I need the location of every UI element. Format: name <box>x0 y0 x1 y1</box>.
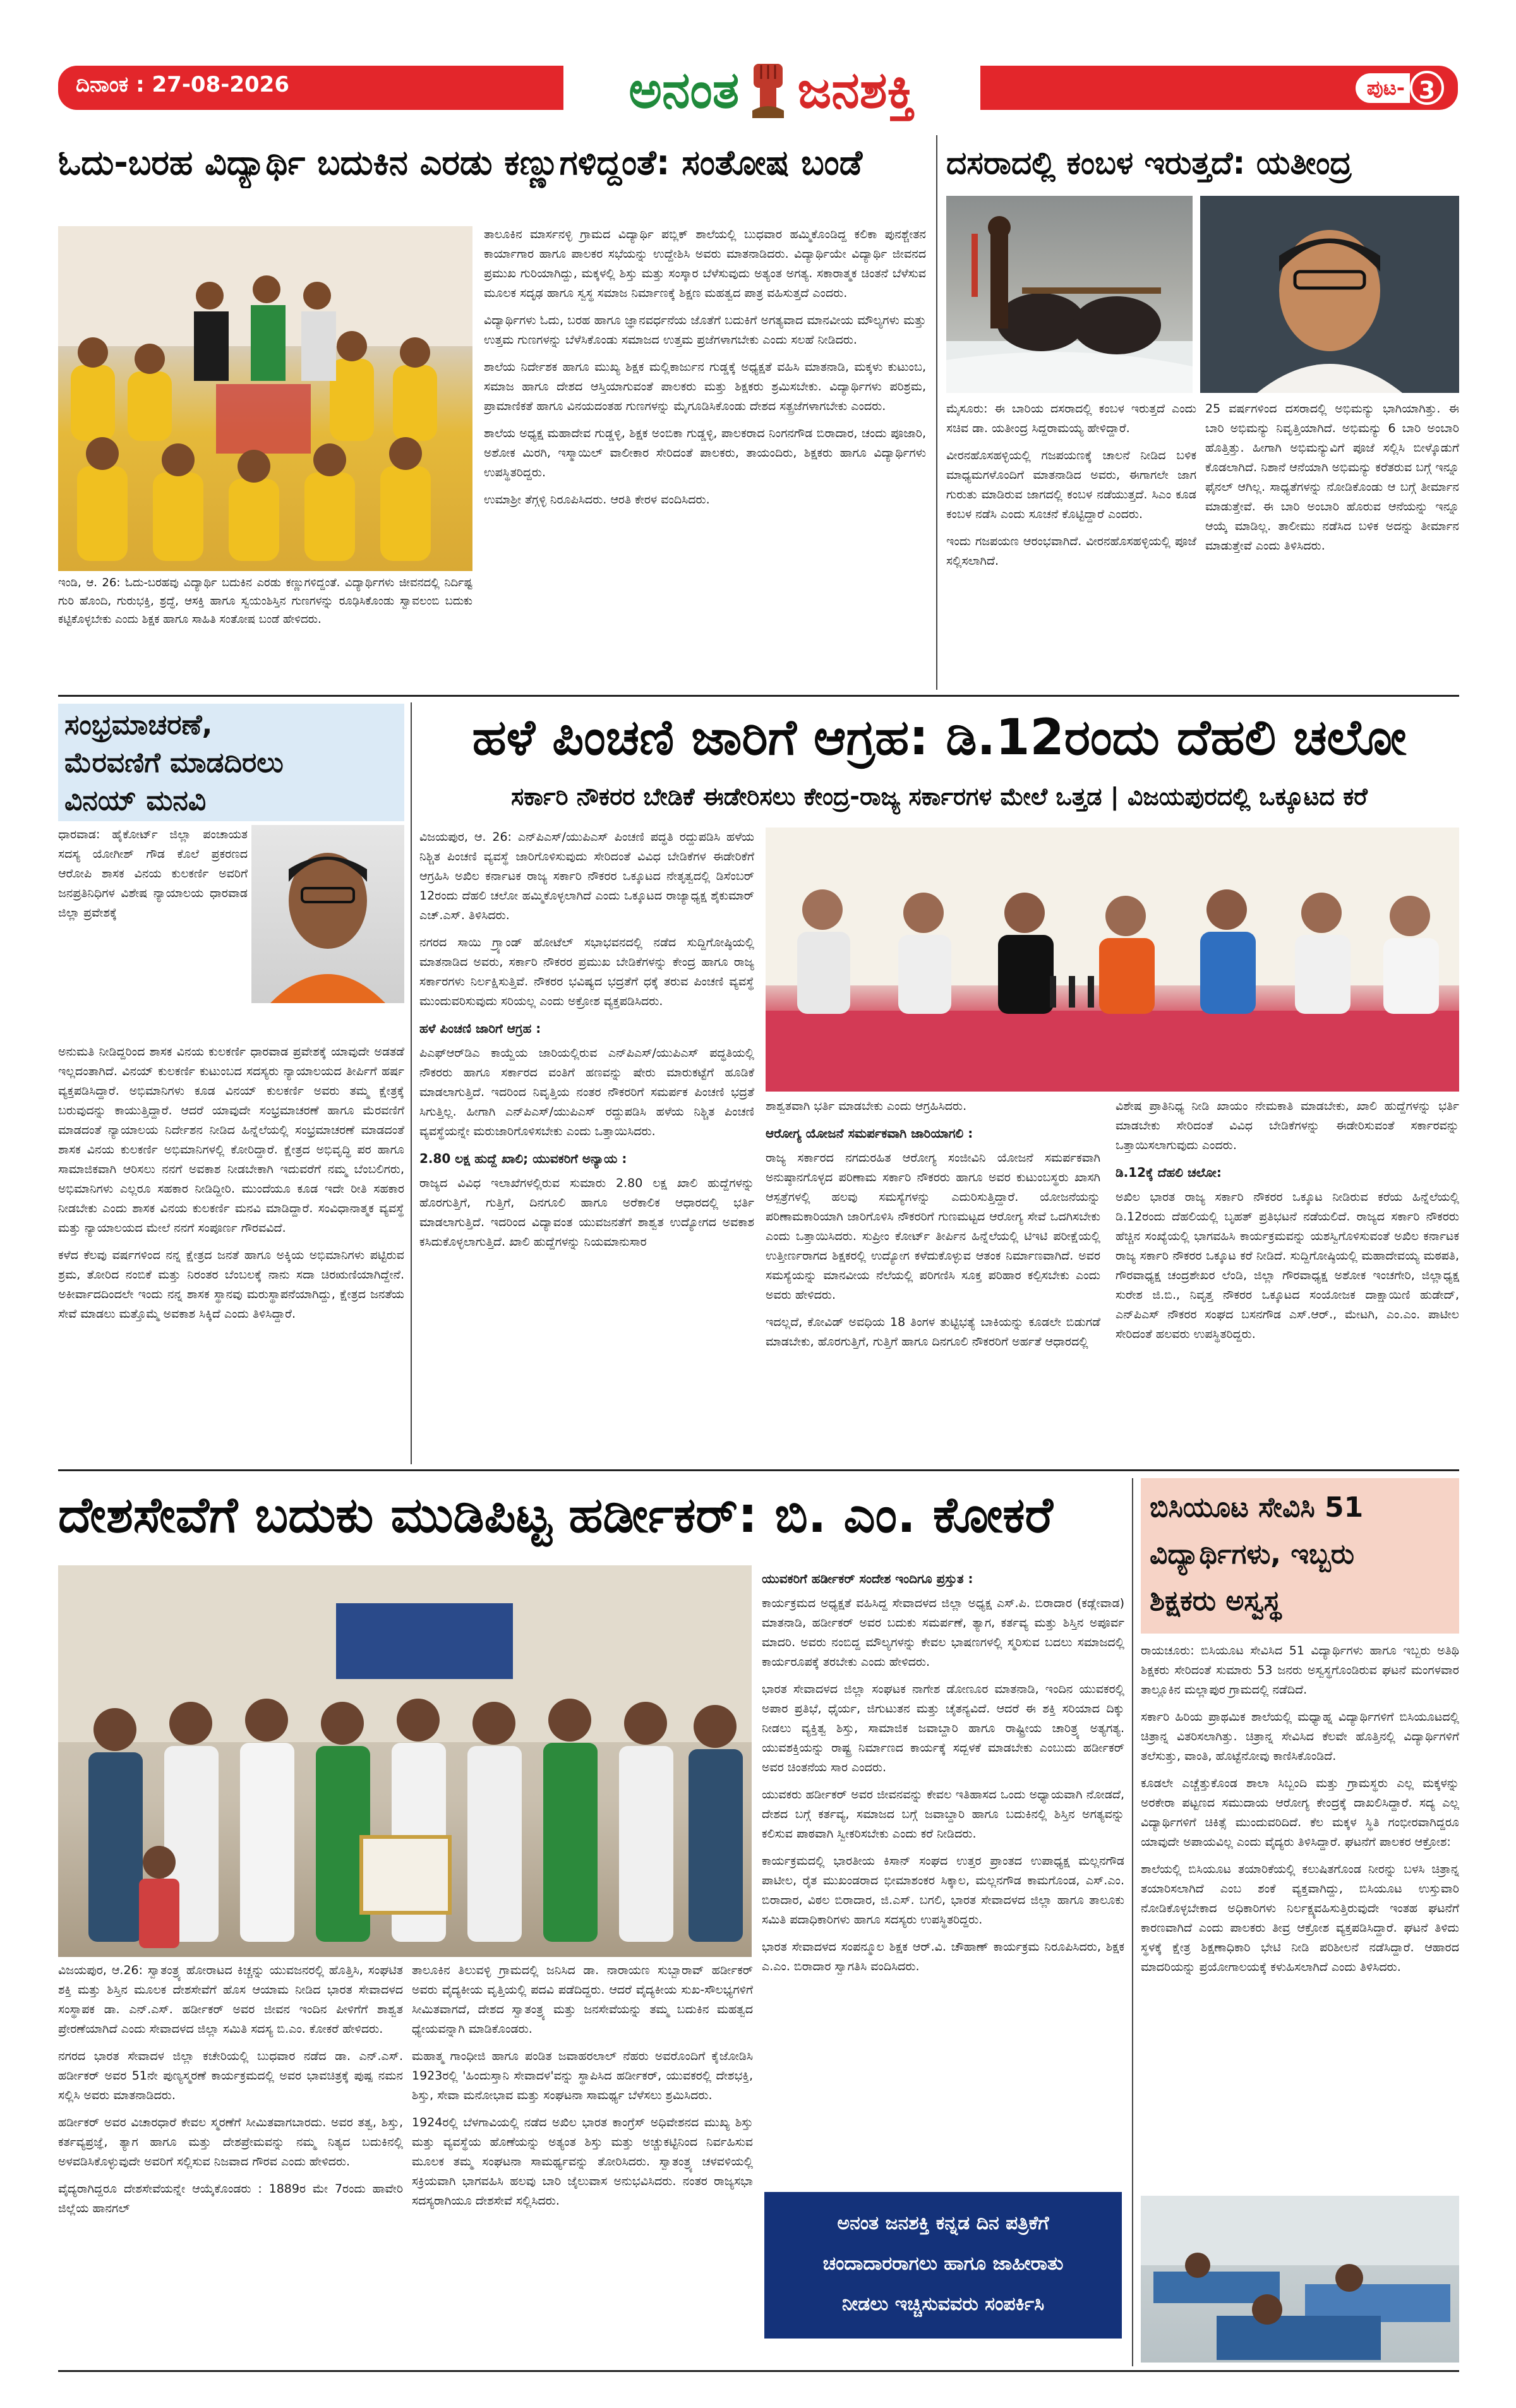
article1-paragraph: ಶಾಲೆಯ ನಿರ್ದೇಶಕ ಹಾಗೂ ಮುಖ್ಯ ಶಿಕ್ಷಕ ಮಲ್ಲಿಕಾರ್ಜುನ ಗುಡ್ಡಕ್ಕೆ ಅಧ್ಯಕ್ಷತೆ ವಹಿಸಿ ಮಾತನಾಡಿ, ಮಕ್ಕಳು ಕುಟುಂಬ, ಸಮಾಜ ಹಾಗೂ ದೇಶದ ಆಸ್ತಿಯಾಗುವಂತೆ ಪಾಲಕರು ಮತ್ತು ಶಿಕ್ಷಕರು ಶ್ರಮಿಸಬೇಕು. ವಿದ್ಯಾರ್ಥಿಗಳು ಪರಿಶ್ರಮ, ಪ್ರಾಮಾಣಿಕತೆ ಹಾಗೂ ವಿನಯದಂತಹ ಗುಣಗಳನ್ನು ಮೈಗೂಡಿಸಿಕೊಂಡು ದೇಶದ ಸತ್ಪ್ರಜೆಗಳಾಗಬೇಕು ಎಂದರು. <box>484 360 926 413</box>
paper-name-part2: ಜನಶಕ್ತಿ <box>797 61 915 119</box>
article1-photo <box>58 226 472 571</box>
article4-subheadline: ಸರ್ಕಾರಿ ನೌಕರರ ಬೇಡಿಕೆ ಈಡೇರಿಸಲು ಕೇಂದ್ರ-ರಾಜ್ಯ ಸರ್ಕಾರಗಳ ಮೇಲೆ ಒತ್ತಡ | ವಿಜಯಪುರದಲ್ಲಿ ಒಕ್ಕೂಟದ ಕರೆ <box>511 783 1368 810</box>
article6-paragraph: ಕೂಡಲೇ ಎಚ್ಚೆತ್ತುಕೊಂಡ ಶಾಲಾ ಸಿಬ್ಬಂದಿ ಮತ್ತು ಗ್ರಾಮಸ್ಥರು ಎಲ್ಲ ಮಕ್ಕಳನ್ನು ಅರಕೇರಾ ಪಟ್ಟಣದ ಸಮುದಾಯ ಆರೋಗ್ಯ ಕೇಂದ್ರಕ್ಕೆ ದಾಖಲಿಸಿದ್ದಾರೆ. ಸದ್ಯ ಎಲ್ಲ ವಿದ್ಯಾರ್ಥಿಗಳಿಗೆ ಚಿಕಿತ್ಸೆ ಮುಂದುವರಿದಿದೆ. ಕೆಲ ಮಕ್ಕಳ ಸ್ಥಿತಿ ಗಂಭೀರವಾಗಿದ್ದರೂ ಯಾವುದೇ ಅಪಾಯವಿಲ್ಲ ಎಂದು ವೈದ್ಯರು ತಿಳಿಸಿದ್ದಾರೆ. ಘಟನೆಗೆ ಪಾಲಕರ ಆಕ್ರೋಶ: <box>1141 1776 1459 1849</box>
article4-paragraph: ಶಾಶ್ವತವಾಗಿ ಭರ್ತಿ ಮಾಡಬೇಕು ಎಂದು ಆಗ್ರಹಿಸಿದರು. <box>766 1099 967 1113</box>
article2-paragraph: ಮೈಸೂರು: ಈ ಬಾರಿಯ ದಸರಾದಲ್ಲಿ ಕಂಬಳ ಇರುತ್ತದೆ ಎಂದು ಸಚಿವ ಡಾ. ಯತೀಂದ್ರ ಸಿದ್ದರಾಮಯ್ಯ ಹೇಳಿದ್ದಾರೆ. <box>946 402 1196 435</box>
masthead <box>58 57 1458 126</box>
article6-photo <box>1141 2196 1459 2363</box>
article1-paragraph: ಶಾಲೆಯ ಅಧ್ಯಕ್ಷ ಮಹಾದೇವ ಗುಡ್ಡಳ್ಳಿ, ಶಿಕ್ಷಕ ಅಂಬಿಕಾ ಗುಡ್ಡಳ್ಳಿ, ಪಾಲಕರಾದ ನಿಂಗನಗೌಡ ಬಿರಾದಾರ, ಚಂದು ಪೂಜಾರಿ, ಅಶೋಕ ಮಿರಗಿ, ಇಸ್ಮಾಯಿಲ್ ವಾಲೀಕಾರ ಸೇರಿದಂತೆ ಪಾಲಕರು, ತಾಯಂದಿರು, ಶಿಕ್ಷಕರು ಹಾಗೂ ವಿದ್ಯಾರ್ಥಿಗಳು ಉಪಸ್ಥಿತರಿದ್ದರು. <box>484 426 926 479</box>
ad-line: ಚಂದಾದಾರರಾಗಲು ಹಾಗೂ ಜಾಹೀರಾತು <box>822 2253 1064 2275</box>
article4-paragraph: ರಾಜ್ಯದ ವಿವಿಧ ಇಲಾಖೆಗಳಲ್ಲಿರುವ ಸುಮಾರು 2.80 ಲಕ್ಷ ಖಾಲಿ ಹುದ್ದೆಗಳನ್ನು ಹೊರಗುತ್ತಿಗೆ, ಗುತ್ತಿಗೆ, ದಿನಗೂಲಿ ಹಾಗೂ ಅರೆಕಾಲಿಕ ಆಧಾರದಲ್ಲಿ ಭರ್ತಿ ಮಾಡಲಾಗುತ್ತಿದೆ. ಇದರಿಂದ ವಿದ್ಯಾವಂತ ಯುವಜನತೆಗೆ ಶಾಶ್ವತ ಉದ್ಯೋಗದ ಅವಕಾಶ ಕಸಿದುಕೊಳ್ಳಲಾಗುತ್ತಿದೆ. ಖಾಲಿ ಹುದ್ದೆಗಳನ್ನು ನಿಯಮಾನುಸಾರ <box>419 1176 754 1249</box>
ad-line: ನೀಡಲು ಇಚ್ಚಿಸುವವರು ಸಂಪರ್ಕಿಸಿ <box>841 2293 1045 2315</box>
article5-paragraph: ಮಹಾತ್ಮ ಗಾಂಧೀಜಿ ಹಾಗೂ ಪಂಡಿತ ಜವಾಹರಲಾಲ್ ನೆಹರು ಅವರೊಂದಿಗೆ ಕೈಜೋಡಿಸಿ 1923ರಲ್ಲಿ 'ಹಿಂದುಸ್ತಾನಿ ಸೇವಾದಳ'ವನ್ನು ಸ್ಥಾಪಿಸಿದ ಹರ್ಡೀಕರ್, ಯುವಕರಲ್ಲಿ ದೇಶಭಕ್ತಿ, ಶಿಸ್ತು, ಸೇವಾ ಮನೋಭಾವ ಮತ್ತು ಸಂಘಟನಾ ಸಾಮರ್ಥ್ಯ ಬೆಳೆಸಲು ಶ್ರಮಿಸಿದರು. <box>412 2049 753 2102</box>
article6-paragraph: ಸರ್ಕಾರಿ ಹಿರಿಯ ಪ್ರಾಥಮಿಕ ಶಾಲೆಯಲ್ಲಿ ಮಧ್ಯಾಹ್ನ ವಿದ್ಯಾರ್ಥಿಗಳಿಗೆ ಬಿಸಿಯೂಟದಲ್ಲಿ ಚಿತ್ರಾನ್ನ ವಿತರಿಸಲಾಗಿತ್ತು. ಚಿತ್ರಾನ್ನ ಸೇವಿಸಿದ ಕೆಲವೇ ಹೊತ್ತಿನಲ್ಲಿ ವಿದ್ಯಾರ್ಥಿಗಳಿಗೆ ತಲೆಸುತ್ತು, ವಾಂತಿ, ಹೊಟ್ಟೆನೋವು ಕಾಣಿಸಿಕೊಂಡಿದೆ. <box>1141 1710 1459 1763</box>
masthead-date: ದಿನಾಂಕ : 27-08-2026 <box>76 72 289 97</box>
subscription-ad-box <box>764 2192 1122 2339</box>
article5-paragraph: ಭಾರತ ಸೇವಾದಳದ ಸಂಪನ್ಮೂಲ ಶಿಕ್ಷಕ ಆರ್.ವಿ. ಚೌಹಾಣ್ ಕಾರ್ಯಕ್ರಮ ನಿರೂಪಿಸಿದರು, ಶಿಕ್ಷಕ ಎ.ಎಂ. ಬಿರಾದಾರ ಸ್ವಾಗತಿಸಿ ವಂದಿಸಿದರು. <box>762 1940 1124 1973</box>
article4-subhead: ಡಿ.12ಕ್ಕೆ ದೆಹಲಿ ಚಲೋ: <box>1116 1165 1222 1180</box>
article5-paragraph: ಹರ್ಡೀಕರ್ ಅವರ ವಿಚಾರಧಾರೆ ಕೇವಲ ಸ್ಮರಣೆಗೆ ಸೀಮಿತವಾಗಬಾರದು. ಅವರ ತತ್ವ, ಶಿಸ್ತು, ಕರ್ತವ್ಯಪ್ರಜ್ಞೆ, ತ್ಯಾಗ ಹಾಗೂ ಮತ್ತು ದೇಶಪ್ರೇಮವನ್ನು ನಮ್ಮ ನಿತ್ಯದ ಬದುಕಿನಲ್ಲಿ ಅಳವಡಿಸಿಕೊಳ್ಳುವುದೇ ಅವರಿಗೆ ಸಲ್ಲಿಸುವ ನಿಜವಾದ ಗೌರವ ಎಂದು ಹೇಳಿದರು. <box>58 2116 403 2169</box>
masthead-logo <box>563 57 980 124</box>
article4-subhead: 2.80 ಲಕ್ಷ ಹುದ್ದೆ ಖಾಲಿ; ಯುವಕರಿಗೆ ಅನ್ಯಾಯ : <box>419 1151 627 1166</box>
article3-headline-box <box>58 704 404 821</box>
article2-body-right <box>1205 399 1459 690</box>
article5-col2 <box>412 1961 753 2378</box>
ad-line: ಅನಂತ ಜನಶಕ್ತಿ ಕನ್ನಡ ದಿನ ಪತ್ರಿಕೆಗೆ <box>837 2212 1049 2234</box>
article3-photo <box>251 825 404 1003</box>
article3-headline-line: ಮೆರವಣಿಗೆ ಮಾಡದಿರಲು <box>64 747 284 779</box>
article4-subhead: ಆರೋಗ್ಯ ಯೋಜನೆ ಸಮರ್ಪಕವಾಗಿ ಜಾರಿಯಾಗಲಿ : <box>766 1126 973 1141</box>
article1-body <box>484 225 926 690</box>
yatheendra-portrait-illustration <box>1200 196 1459 393</box>
article5-col1 <box>58 1961 403 2378</box>
article6-headline-line: ಶಿಕ್ಷಕರು ಅಸ್ವಸ್ಥ <box>1150 1585 1282 1617</box>
article2-paragraph: 25 ವರ್ಷಗಳಿಂದ ದಸರಾದಲ್ಲಿ ಅಭಿಮನ್ಯು ಭಾಗಿಯಾಗಿತ್ತು. ಈ ಬಾರಿ ಅಭಿಮನ್ಯು ನಿವೃತ್ತಿಯಾಗಿದೆ. ಅಭಿಮನ್ಯು 6 ಬಾರಿ ಅಂಬಾರಿ ಹೊತ್ತಿತ್ತು. ಹೀಗಾಗಿ ಅಭಿಮನ್ಯುವಿಗೆ ಪೂಜೆ ಸಲ್ಲಿಸಿ ಬೀಳ್ಕೊಡುಗೆ ಕೊಡಲಾಗಿದೆ. ನಿಶಾನೆ ಆನೆಯಾಗಿ ಅಭಿಮನ್ಯು ಕರೆತರುವ ಬಗ್ಗೆ ಇನ್ನೂ ಫೈನಲ್ ಆಗಿಲ್ಲ. ಸಾಧ್ಯತೆಗಳನ್ನು ನೋಡಿಕೊಂಡು ಆ ಬಗ್ಗೆ ತೀರ್ಮಾನ ಮಾಡುತ್ತೇವೆ. ಈ ಬಾರಿ ಅಂಬಾರಿ ಹೊರುವ ಆನೆಯನ್ನು ಇನ್ನೂ ಆಯ್ಕೆ ಮಾಡಿಲ್ಲ. ತಾಲೀಮು ನಡೆಸಿದ ಬಳಿಕ ಅದನ್ನು ತೀರ್ಮಾನ ಮಾಡುತ್ತೇವೆ ಎಂದು ತಿಳಿಸಿದರು. <box>1205 402 1459 553</box>
article2-photo-kambala <box>946 196 1193 393</box>
raised-fist-icon <box>746 60 790 121</box>
article6-paragraph: ರಾಯಚೂರು: ಬಿಸಿಯೂಟ ಸೇವಿಸಿದ 51 ವಿದ್ಯಾರ್ಥಿಗಳು ಹಾಗೂ ಇಬ್ಬರು ಅತಿಥಿ ಶಿಕ್ಷಕರು ಸೇರಿದಂತೆ ಸುಮಾರು 53 ಜನರು ಅಸ್ವಸ್ಥಗೊಂಡಿರುವ ಘಟನೆ ಮಂಗಳವಾರ ತಾಲ್ಲೂಕಿನ ಮಲ್ಲಾಪುರ ಗ್ರಾಮದಲ್ಲಿ ನಡೆದಿದೆ. <box>1141 1644 1459 1697</box>
article5-paragraph: 1924ರಲ್ಲಿ ಬೆಳಗಾವಿಯಲ್ಲಿ ನಡೆದ ಅಖಿಲ ಭಾರತ ಕಾಂಗ್ರೆಸ್ ಅಧಿವೇಶನದ ಮುಖ್ಯ ಶಿಸ್ತು ಮತ್ತು ವ್ಯವಸ್ಥೆಯ ಹೊಣೆಯನ್ನು ಅತ್ಯಂತ ಶಿಸ್ತು ಮತ್ತು ಅಚ್ಚುಕಟ್ಟಿನಿಂದ ನಿರ್ವಹಿಸುವ ಮೂಲಕ ತಮ್ಮ ಸಂಘಟನಾ ಸಾಮರ್ಥ್ಯವನ್ನು ತೋರಿಸಿದರು. ಸ್ವಾತಂತ್ರ್ಯ ಚಳವಳಿಯಲ್ಲಿ ಸಕ್ರಿಯವಾಗಿ ಭಾಗವಹಿಸಿ ಹಲವು ಬಾರಿ ಜೈಲುವಾಸ ಅನುಭವಿಸಿದರು. ನಂತರ ರಾಜ್ಯಸಭಾ ಸದಸ್ಯರಾಗಿಯೂ ದೇಶಸೇವೆ ಸಲ್ಲಿಸಿದರು. <box>412 2116 753 2208</box>
page-number-badge: 3 <box>1410 71 1444 105</box>
article4-col3 <box>1116 1097 1459 1463</box>
article5-subhead: ಯುವಕರಿಗೆ ಹರ್ಡೀಕರ್ ಸಂದೇಶ ಇಂದಿಗೂ ಪ್ರಸ್ತುತ : <box>762 1571 973 1586</box>
article1-headline: ಓದು-ಬರಹ ವಿದ್ಯಾರ್ಥಿ ಬದುಕಿನ ಎರಡು ಕಣ್ಣುಗಳಿದ್ದಂತೆ: ಸಂತೋಷ ಬಂಡೆ <box>58 143 863 183</box>
article4-col2 <box>766 1097 1100 1463</box>
article5-paragraph: ಕಾರ್ಯಕ್ರಮದ ಅಧ್ಯಕ್ಷತೆ ವಹಿಸಿದ್ದ ಸೇವಾದಳದ ಜಿಲ್ಲಾ ಅಧ್ಯಕ್ಷ ಎಸ್.ಪಿ. ಬಿರಾದಾರ (ಕಡ್ಲೇವಾಡ) ಮಾತನಾಡಿ, ಹರ್ಡೀಕರ್ ಅವರ ಬದುಕು ಸಮರ್ಪಣೆ, ತ್ಯಾಗ, ಕರ್ತವ್ಯ ಮತ್ತು ಶಿಸ್ತಿನ ಅಪೂರ್ವ ಮಾದರಿ. ಅವರು ನಂಬಿದ್ದ ಮೌಲ್ಯಗಳನ್ನು ಕೇವಲ ಭಾಷಣಗಳಲ್ಲಿ ಸ್ಮರಿಸುವ ಬದಲು ಸಮಾಜದಲ್ಲಿ ಕಾರ್ಯರೂಪಕ್ಕೆ ತರಬೇಕು ಎಂದು ಹೇಳಿದರು. <box>762 1596 1124 1669</box>
article4-paragraph: ಅಖಿಲ ಭಾರತ ರಾಜ್ಯ ಸರ್ಕಾರಿ ನೌಕರರ ಒಕ್ಕೂಟ ನೀಡಿರುವ ಕರೆಯ ಹಿನ್ನೆಲೆಯಲ್ಲಿ ಡಿ.12ರಂದು ದೆಹಲಿಯಲ್ಲಿ ಬೃಹತ್ ಪ್ರತಿಭಟನೆ ನಡೆಯಲಿದೆ. ರಾಜ್ಯದ ಸರ್ಕಾರಿ ನೌಕರರು ಹೆಚ್ಚಿನ ಸಂಖ್ಯೆಯಲ್ಲಿ ಭಾಗವಹಿಸಿ ಕಾರ್ಯಕ್ರಮವನ್ನು ಯಶಸ್ವಿಗೊಳಿಸುವಂತೆ ಅಖಿಲ ಕರ್ನಾಟಕ ರಾಜ್ಯ ಸರ್ಕಾರಿ ನೌಕರರ ಒಕ್ಕೂಟ ಕರೆ ನೀಡಿದೆ. ಸುದ್ದಿಗೋಷ್ಠಿಯಲ್ಲಿ ಮಹಾದೇವಯ್ಯ ಮಠಪತಿ, ಗೌರವಾಧ್ಯಕ್ಷ ಚಂದ್ರಶೇಖರ ಲೆಂಡಿ, ಜಿಲ್ಲಾ ಗೌರವಾಧ್ಯಕ್ಷ ಅಶೋಕ ಇಂಚಗೇರಿ, ಜಿಲ್ಲಾಧ್ಯಕ್ಷ ಸುರೇಶ ಜಿ.ಬಿ., ನಿವೃತ್ತ ನೌಕರರ ಒಕ್ಕೂಟದ ಸಂಯೋಜಕ ದಾಕ್ಷಾಯಿಣಿ ಹುಡೇದ್, ಎನ್‌ಪಿಎಸ್ ನೌಕರರ ಸಂಘದ ಬಸನಗೌಡ ಎಸ್.ಆರ್., ಮೇಟಗಿ, ಎಂ.ಎಂ. ಪಾಟೀಲ ಸೇರಿದಂತೆ ಹಲವರು ಉಪಸ್ಥಿತರಿದ್ದರು. <box>1116 1190 1459 1341</box>
article3-paragraph: ಅನುಮತಿ ನೀಡಿದ್ದರಿಂದ ಶಾಸಕ ವಿನಯ ಕುಲಕರ್ಣಿ ಧಾರವಾಡ ಪ್ರವೇಶಕ್ಕೆ ಯಾವುದೇ ಅಡತಡೆ ಇಲ್ಲದಂತಾಗಿದೆ. ವಿನಯ್ ಕುಲಕರ್ಣಿ ಕುಟುಂಬದ ಸದಸ್ಯರು ನ್ಯಾಯಾಲಯದ ತೀರ್ಪಿಗೆ ಹರ್ಷ ವ್ಯಕ್ತಪಡಿಸಿದ್ದಾರೆ. ಅಭಿಮಾನಿಗಳು ಕೂಡ ವಿನಯ್ ಕುಲಕರ್ಣಿ ಅವರು ತಮ್ಮ ಕ್ಷೇತ್ರಕ್ಕೆ ಬರುವುದನ್ನು ಕಾಯುತ್ತಿದ್ದಾರೆ. ಆದರೆ ಯಾವುದೇ ಸಂಭ್ರಮಾಚರಣೆ ಹಾಗೂ ಮೆರವಣಿಗೆ ಮಾಡದಂತೆ ನ್ಯಾಯಾಲಯ ನಿರ್ದೇಶನ ನೀಡಿದ ಹಿನ್ನೆಲೆಯಲ್ಲಿ ಸಂಭ್ರಮಾಚರಣೆ ಮಾಡದಂತೆ ಶಾಸಕ ವಿನಯ ಕುಲಕರ್ಣಿ ಅಭಿಮಾನಿಗಳಲ್ಲಿ ಕೋರಿದ್ದಾರೆ. ಕ್ಷೇತ್ರದ ಅಭಿವೃದ್ಧಿ ಪರ ಹಾಗೂ ಸಾಮಾಜಿಕವಾಗಿ ಆರಿಸಲು ನನಗೆ ಅವಕಾಶ ನೀಡಬೇಕಾಗಿ ಇದುವರೆಗೆ ನಮ್ಮ ಬೆಂಬಲಿಗರು, ಅಭಿಮಾನಿಗಳು ಎಲ್ಲರೂ ಸಹಕಾರ ನೀಡಿದ್ದೀರಿ. ಮುಂದೆಯೂ ಕೂಡ ಇದೇ ರೀತಿ ಸಹಕಾರ ನೀಡಬೇಕು ಎಂದು ಶಾಸಕ ವಿನಯ ಕುಲಕರ್ಣಿ ಮನವಿ ಮಾಡಿದ್ದಾರೆ. ಸಂವಿಧಾನಾತ್ಮಕ ವ್ಯವಸ್ಥೆ ಮತ್ತು ನ್ಯಾಯಾಲಯದ ಮೇಲೆ ನನಗೆ ಸಂಪೂರ್ಣ ಗೌರವವಿದೆ. <box>58 1045 404 1235</box>
article4-headline: ಹಳೆ ಪಿಂಚಣಿ ಜಾರಿಗೆ ಆಗ್ರಹ: ಡಿ.12ರಂದು ದೆಹಲಿ ಚಲೋ <box>472 709 1407 766</box>
masthead-page-label: ಪುಟ- 3 <box>1356 71 1444 106</box>
column-divider <box>411 702 412 1464</box>
tribute-gathering-illustration <box>58 1565 752 1957</box>
article4-paragraph: ಪಿಎಫ್‌ಆರ್‌ಡಿಎ ಕಾಯ್ದೆಯ ಜಾರಿಯಲ್ಲಿರುವ ಎನ್‌ಪಿಎಸ್/ಯುಪಿಎಸ್ ಪದ್ಧತಿಯಲ್ಲಿ ನೌಕರರು ಹಾಗೂ ಸರ್ಕಾರದ ವಂತಿಗೆ ಹಣವನ್ನು ಷೇರು ಮಾರುಕಟ್ಟೆಗೆ ಹೂಡಿಕೆ ಮಾಡಲಾಗುತ್ತಿದೆ. ಇದರಿಂದ ನಿವೃತ್ತಿಯ ನಂತರ ನೌಕರರಿಗೆ ಸಮರ್ಪಕ ಪಿಂಚಣಿ ಭದ್ರತೆ ಸಿಗುತ್ತಿಲ್ಲ. ಹೀಗಾಗಿ ಎನ್‌ಪಿಎಸ್/ಯುಪಿಎಸ್ ರದ್ದುಪಡಿಸಿ ಹಳೆಯ ನಿಶ್ಚಿತ ಪಿಂಚಣಿ ವ್ಯವಸ್ಥೆಯನ್ನೇ ಮರುಜಾರಿಗೊಳಿಸಬೇಕು ಎಂದು ಒತ್ತಾಯಿಸಿದರು. <box>419 1046 754 1138</box>
column-divider <box>1132 1478 1133 2366</box>
article2-paragraph: ಇಂದು ಗಜಪಯಣ ಆರಂಭವಾಗಿದೆ. ವೀರನಹೊಸಹಳ್ಳಿಯಲ್ಲಿ ಪೂಜೆ ಸಲ್ಲಿಸಲಾಗಿದೆ. <box>946 534 1196 568</box>
hospital-ward-illustration <box>1141 2196 1459 2363</box>
article4-paragraph: ಇದಲ್ಲದೆ, ಕೋವಿಡ್ ಅವಧಿಯ 18 ತಿಂಗಳ ತುಟ್ಟಿಭತ್ಯೆ ಬಾಕಿಯನ್ನು ಕೂಡಲೇ ಬಿಡುಗಡೆ ಮಾಡಬೇಕು, ಹೊರಗುತ್ತಿಗೆ, ಗುತ್ತಿಗೆ ಹಾಗೂ ದಿನಗೂಲಿ ನೌಕರರಿಗೆ ಅರ್ಹತೆ ಆಧಾರದಲ್ಲಿ <box>766 1315 1100 1349</box>
article5-paragraph: ಕಾರ್ಯಕ್ರಮದಲ್ಲಿ ಭಾರತೀಯ ಕಿಸಾನ್ ಸಂಘದ ಉತ್ತರ ಪ್ರಾಂತದ ಉಪಾಧ್ಯಕ್ಷ ಮಲ್ಲನಗೌಡ ಪಾಟೀಲ, ರೈತ ಮುಖಂಡರಾದ ಭೀಮಾಶಂಕರ ಸಿಕ್ಕಾಲ, ಮಲ್ಲನಗೌಡ ಕಾಮಗೊಂಡ, ಎಸ್.ಎಂ. ಬಿರಾದಾರ, ವಿಠಲ ಬಿರಾದಾರ, ಜಿ.ಎಸ್. ಬಗಲಿ, ಭಾರತ ಸೇವಾದಳದ ಜಿಲ್ಲಾ ಹಾಗೂ ತಾಲೂಕು ಸಮಿತಿ ಪದಾಧಿಕಾರಿಗಳು ಹಾಗೂ ಸದಸ್ಯರು ಉಪಸ್ಥಿತರಿದ್ದರು. <box>762 1854 1124 1927</box>
article3-headline-line: ಸಂಭ್ರಮಾಚರಣೆ, <box>64 709 213 741</box>
article3-body-top <box>58 825 248 1040</box>
article5-paragraph: ನಗರದ ಭಾರತ ಸೇವಾದಳ ಜಿಲ್ಲಾ ಕಚೇರಿಯಲ್ಲಿ ಬುಧವಾರ ನಡೆದ ಡಾ. ಎನ್.ಎಸ್. ಹರ್ಡೀಕರ್ ಅವರ 51ನೇ ಪುಣ್ಯಸ್ಮರಣೆ ಕಾರ್ಯಕ್ರಮದಲ್ಲಿ ಅವರ ಭಾವಚಿತ್ರಕ್ಕೆ ಪುಷ್ಪ ನಮನ ಸಲ್ಲಿಸಿ ಅವರು ಮಾತನಾಡಿದರು. <box>58 2049 403 2102</box>
page-bottom-rule <box>58 2370 1459 2372</box>
article4-paragraph: ನಗರದ ಸಾಯಿ ಗ್ರ್ಯಾಂಡ್ ಹೋಟೆಲ್ ಸಭಾಭವನದಲ್ಲಿ ನಡೆದ ಸುದ್ದಿಗೋಷ್ಠಿಯಲ್ಲಿ ಮಾತನಾಡಿದ ಅವರು, ಸರ್ಕಾರಿ ನೌಕರರ ಪ್ರಮುಖ ಬೇಡಿಕೆಗಳನ್ನು ಕೇಂದ್ರ ಹಾಗೂ ರಾಜ್ಯ ಸರ್ಕಾರಗಳು ನಿರ್ಲಕ್ಷಿಸುತ್ತಿವೆ. ನೌಕರರ ಭವಿಷ್ಯದ ಭದ್ರತೆಗೆ ಧಕ್ಕೆ ತರುವ ಪಿಂಚಣಿ ವ್ಯವಸ್ಥೆ ಮುಂದುವರಿಸುವುದು ಸರಿಯಲ್ಲ ಎಂದು ಅಕ್ರೋಶ ವ್ಯಕ್ತಪಡಿಸಿದರು. <box>419 936 754 1008</box>
article2-headline: ದಸರಾದಲ್ಲಿ ಕಂಬಳ ಇರುತ್ತದೆ: ಯತೀಂದ್ರ <box>946 145 1352 181</box>
press-conference-illustration <box>766 828 1459 1092</box>
column-divider <box>936 135 937 690</box>
article5-paragraph: ಭಾರತ ಸೇವಾದಳದ ಜಿಲ್ಲಾ ಸಂಘಟಕ ನಾಗೇಶ ಡೋಣೂರ ಮಾತನಾಡಿ, ಇಂದಿನ ಯುವಕರಲ್ಲಿ ಅಪಾರ ಪ್ರತಿಭೆ, ಧೈರ್ಯ, ಜಿಗುಟುತನ ಮತ್ತು ಚೈತನ್ಯವಿದೆ. ಆದರೆ ಈ ಶಕ್ತಿ ಸರಿಯಾದ ದಿಕ್ಕು ನೀಡಲು ವ್ಯಕ್ತಿತ್ವ ಶಿಸ್ತು, ಸಾಮಾಜಿಕ ಜವಾಬ್ದಾರಿ ಹಾಗೂ ರಾಷ್ಟ್ರೀಯ ಚಾರಿತ್ರ್ಯ ಅತ್ಯಗತ್ಯ. ಯುವಶಕ್ತಿಯನ್ನು ರಾಷ್ಟ್ರ ನಿರ್ಮಾಣದ ಕಾರ್ಯಕ್ಕೆ ಸದ್ಬಳಕೆ ಮಾಡಬೇಕು ಎಂಬುದು ಹರ್ಡೀಕರ್ ಅವರ ಚಿಂತನೆಯ ಸಾರ ಎಂದರು. <box>762 1682 1124 1774</box>
article5-paragraph: ವಿಜಯಪುರ, ಆ.26: ಸ್ವಾತಂತ್ರ್ಯ ಹೋರಾಟದ ಕಿಚ್ಚನ್ನು ಯುವಜನರಲ್ಲಿ ಹೊತ್ತಿಸಿ, ಸಂಘಟಿತ ಶಕ್ತಿ ಮತ್ತು ಶಿಸ್ತಿನ ಮೂಲಕ ದೇಶಸೇವೆಗೆ ಹೊಸ ಆಯಾಮ ನೀಡಿದ ಭಾರತ ಸೇವಾದಳದ ಸಂಸ್ಥಾಪಕ ಡಾ. ಎನ್.ಎಸ್. ಹರ್ಡೀಕರ್ ಅವರ ಜೀವನ ಇಂದಿನ ಪೀಳಿಗೆಗೆ ಶಾಶ್ವತ ಪ್ರೇರಣೆಯಾಗಿದೆ ಎಂದು ಸೇವಾದಳದ ಜಿಲ್ಲಾ ಸಮಿತಿ ಸದಸ್ಯ ಬಿ.ಎಂ. ಕೋಕರೆ ಹೇಳಿದರು. <box>58 1963 403 2036</box>
article1-paragraph: ವಿದ್ಯಾರ್ಥಿಗಳು ಓದು, ಬರಹ ಹಾಗೂ ಜ್ಞಾನವರ್ಧನೆಯ ಜೊತೆಗೆ ಬದುಕಿಗೆ ಅಗತ್ಯವಾದ ಮಾನವೀಯ ಮೌಲ್ಯಗಳು ಮತ್ತು ಉತ್ತಮ ಗುಣಗಳನ್ನು ಬೆಳೆಸಿಕೊಂಡು ಸಮಾಜದ ಉತ್ತಮ ಪ್ರಜೆಗಳಾಗಬೇಕು ಎಂದು ಸಲಹೆ ನೀಡಿದರು. <box>484 313 926 347</box>
article5-col3 <box>762 1565 1124 2184</box>
article5-paragraph: ತಾಲೂಕಿನ ತಿಲುವಳ್ಳಿ ಗ್ರಾಮದಲ್ಲಿ ಜನಿಸಿದ ಡಾ. ನಾರಾಯಣ ಸುಬ್ಬಾರಾವ್ ಹರ್ಡೀಕರ್ ಅವರು ವೈದ್ಯಕೀಯ ವೃತ್ತಿಯಲ್ಲಿ ಪದವಿ ಪಡೆದಿದ್ದರು. ಆದರೆ ವೈದ್ಯಕೀಯ ಸುಖ-ಸೌಲಭ್ಯಗಳಿಗೆ ಸೀಮಿತವಾಗದೆ, ದೇಶದ ಸ್ವಾತಂತ್ರ್ಯ ಮತ್ತು ಜನಸೇವೆಯನ್ನು ತಮ್ಮ ಬದುಕಿನ ಮಹತ್ವದ ಧ್ಯೇಯವನ್ನಾಗಿ ಮಾಡಿಕೊಂಡರು. <box>412 1963 753 2036</box>
article6-headline-box <box>1141 1478 1459 1634</box>
students-group-illustration <box>58 226 472 571</box>
article4-paragraph: ವಿಜಯಪುರ, ಆ. 26: ಎನ್‌ಪಿಎಸ್/ಯುಪಿಎಸ್ ಪಿಂಚಣಿ ಪದ್ಧತಿ ರದ್ದುಪಡಿಸಿ ಹಳೆಯ ನಿಶ್ಚಿತ ಪಿಂಚಣಿ ವ್ಯವಸ್ಥೆ ಜಾರಿಗೊಳಿಸುವುದು ಸೇರಿದಂತೆ ವಿವಿಧ ಬೇಡಿಕೆಗಳ ಈಡೇರಿಕೆಗೆ ಆಗ್ರಹಿಸಿ ಅಖಿಲ ಕರ್ನಾಟಕ ರಾಜ್ಯ ಸರ್ಕಾರಿ ನೌಕರರ ಒಕ್ಕೂಟದ ನೇತೃತ್ವದಲ್ಲಿ ಡಿಸೆಂಬರ್ 12ರಂದು ದೆಹಲಿ ಚಲೋ ಹಮ್ಮಿಕೊಳ್ಳಲಾಗಿದೆ ಎಂದು ಒಕ್ಕೂಟದ ರಾಜ್ಯಾಧ್ಯಕ್ಷ ಶೈಕುಮಾರ್ ಎಚ್.ಎಸ್. ತಿಳಿಸಿದರು. <box>419 830 754 922</box>
article4-paragraph: ವಿಶೇಷ ಪ್ರಾತಿನಿಧ್ಯ ನೀಡಿ ಖಾಯಂ ನೇಮಕಾತಿ ಮಾಡಬೇಕು, ಖಾಲಿ ಹುದ್ದೆಗಳನ್ನು ಭರ್ತಿ ಮಾಡಬೇಕು ಸೇರಿದಂತೆ ವಿವಿಧ ಬೇಡಿಕೆಗಳನ್ನು ಈಡೇರಿಸುವಂತೆ ಸರ್ಕಾರವನ್ನು ಒತ್ತಾಯಿಸಲಾಗುವುದು ಎಂದರು. <box>1116 1099 1459 1152</box>
article4-paragraph: ರಾಜ್ಯ ಸರ್ಕಾರದ ನಗದುರಹಿತ ಆರೋಗ್ಯ ಸಂಜೀವಿನಿ ಯೋಜನೆ ಸಮರ್ಪಕವಾಗಿ ಅನುಷ್ಠಾನಗೊಳ್ಳದ ಪರಿಣಾಮ ಸರ್ಕಾರಿ ನೌಕರರು ಹಾಗೂ ಅವರ ಕುಟುಂಬಸ್ಥರು ಖಾಸಗಿ ಆಸ್ಪತ್ರೆಗಳಲ್ಲಿ ಹಲವು ಸಮಸ್ಯೆಗಳನ್ನು ಎದುರಿಸುತ್ತಿದ್ದಾರೆ. ಯೋಜನೆಯನ್ನು ಪರಿಣಾಮಕಾರಿಯಾಗಿ ಜಾರಿಗೊಳಿಸಿ ನೌಕರರಿಗೆ ಗುಣಮಟ್ಟದ ಆರೋಗ್ಯ ಸೇವೆ ಒದಗಿಸಬೇಕು ಎಂದು ಒತ್ತಾಯಿಸಿದರು. ಸುಪ್ರೀಂ ಕೋರ್ಟ್ ತೀರ್ಪಿನ ಹಿನ್ನೆಲೆಯಲ್ಲಿ ಟಿಇಟಿ ಪರೀಕ್ಷೆಯಲ್ಲಿ ಉತ್ತೀರ್ಣರಾಗದ ಶಿಕ್ಷಕರಲ್ಲಿ ಉದ್ಯೋಗ ಕಳೆದುಕೊಳ್ಳುವ ಆತಂಕ ನಿರ್ಮಾಣವಾಗಿದೆ. ಅವರ ಸಮಸ್ಯೆಯನ್ನು ಮಾನವೀಯ ನೆಲೆಯಲ್ಲಿ ಪರಿಗಣಿಸಿ ಸೂಕ್ತ ಪರಿಹಾರ ಕಲ್ಪಿಸಬೇಕು ಎಂದು ಅವರು ಹೇಳಿದರು. <box>766 1151 1100 1302</box>
article2-body-left <box>946 399 1196 690</box>
article3-body <box>58 1042 404 1522</box>
paper-name-part1: ಅನಂತ <box>629 61 740 119</box>
article3-headline-line: ವಿನಯ್ ಮನವಿ <box>64 785 207 817</box>
article1-paragraph: ಉಮಾಶ್ರೀ ತೆಗ್ಗಳ್ಳಿ ನಿರೂಪಿಸಿದರು. ಆರತಿ ಕೇರಳ ವಂದಿಸಿದರು. <box>484 493 710 507</box>
article5-photo <box>58 1565 752 1957</box>
article5-paragraph: ಯುವಕರು ಹರ್ಡೀಕರ್ ಅವರ ಜೀವನವನ್ನು ಕೇವಲ ಇತಿಹಾಸದ ಒಂದು ಅಧ್ಯಾಯವಾಗಿ ನೋಡದೆ, ದೇಶದ ಬಗ್ಗೆ ಕರ್ತವ್ಯ, ಸಮಾಜದ ಬಗ್ಗೆ ಜವಾಬ್ದಾರಿ ಹಾಗೂ ಬದುಕಿನಲ್ಲಿ ಶಿಸ್ತಿನ ಅಗತ್ಯವನ್ನು ಕಲಿಸುವ ಪಾಠವಾಗಿ ಸ್ವೀಕರಿಸಬೇಕು ಎಂದು ಕರೆ ನೀಡಿದರು. <box>762 1788 1124 1841</box>
article4-subhead: ಹಳೆ ಪಿಂಚಣಿ ಜಾರಿಗೆ ಆಗ್ರಹ : <box>419 1021 541 1036</box>
article1-caption: ಇಂಡಿ, ಆ. 26: ಓದು-ಬರಹವು ವಿದ್ಯಾರ್ಥಿ ಬದುಕಿನ ಎರಡು ಕಣ್ಣುಗಳಿದ್ದಂತೆ. ವಿದ್ಯಾರ್ಥಿಗಳು ಜೀವನದಲ್ಲಿ ನಿರ್ದಿಷ್ಟ ಗುರಿ ಹೊಂದಿ, ಗುರುಭಕ್ತಿ, ಶ್ರದ್ಧೆ, ಆಸಕ್ತಿ ಹಾಗೂ ಸ್ವಯಂಶಿಸ್ತಿನ ಗುಣಗಳನ್ನು ರೂಢಿಸಿಕೊಂಡು ಸ್ವಾವಲಂಬಿ ಬದುಕು ಕಟ್ಟಿಕೊಳ್ಳಬೇಕು ಎಂದು ಶಿಕ್ಷಕ ಹಾಗೂ ಸಾಹಿತಿ ಸಂತೋಷ ಬಂಡೆ ಹೇಳಿದರು. <box>58 576 472 626</box>
section-divider <box>58 695 1459 697</box>
vinay-kulkarni-portrait-illustration <box>251 825 404 1003</box>
article4-photo <box>766 828 1459 1092</box>
kambala-race-illustration <box>946 196 1193 393</box>
article1-paragraph: ತಾಲೂಕಿನ ಮಾರ್ಸನಳ್ಳಿ ಗ್ರಾಮದ ವಿದ್ಯಾರ್ಥಿ ಪಬ್ಲಿಕ್ ಶಾಲೆಯಲ್ಲಿ ಬುಧವಾರ ಹಮ್ಮಿಕೊಂಡಿದ್ದ ಕಲಿಕಾ ಪುನಶ್ಚೇತನ ಕಾರ್ಯಾಗಾರ ಹಾಗೂ ಪಾಲಕರ ಸಭೆಯನ್ನು ಉದ್ದೇಶಿಸಿ ಅವರು ಮಾತನಾಡಿದರು. ವಿದ್ಯಾರ್ಥಿಯೇ ವಿದ್ಯಾರ್ಥಿ ಜೀವನದ ಪ್ರಮುಖ ಗುರಿಯಾಗಿದ್ದು, ಮಕ್ಕಳಲ್ಲಿ ಶಿಸ್ತು ಮತ್ತು ಸಂಸ್ಕಾರ ಬೆಳೆಸುವುದು ಅತ್ಯಂತ ಅಗತ್ಯ. ಸಕಾರಾತ್ಮಕ ಚಿಂತನೆ ಬೆಳೆಸುವ ಮೂಲಕ ಸದೃಢ ಹಾಗೂ ಸ್ವಸ್ಥ ಸಮಾಜ ನಿರ್ಮಾಣಕ್ಕೆ ಶಿಕ್ಷಣ ಮಹತ್ವದ ಪಾತ್ರ ವಹಿಸುತ್ತದೆ ಎಂದರು. <box>484 227 926 300</box>
article5-paragraph: ವೈದ್ಯರಾಗಿದ್ದರೂ ದೇಶಸೇವೆಯನ್ನೇ ಆಯ್ಕೆಕೊಂಡರು : 1889ರ ಮೇ 7ರಂದು ಹಾವೇರಿ ಜಿಲ್ಲೆಯ ಹಾನಗಲ್ <box>58 2182 403 2215</box>
article6-headline-line: ಬಿಸಿಯೂಟ ಸೇವಿಸಿ 51 <box>1150 1491 1364 1524</box>
article2-paragraph: ವೀರನಹೊಸಹಳ್ಳಿಯಲ್ಲಿ ಗಜಪಯಣಕ್ಕೆ ಚಾಲನೆ ನೀಡಿದ ಬಳಿಕ ಮಾಧ್ಯಮಗಳೊಂದಿಗೆ ಮಾತನಾಡಿದ ಅವರು, ಈಗಾಗಲೇ ಜಾಗ ಗುರುತು ಮಾಡಿರುವ ಜಾಗದಲ್ಲಿ ಕಂಬಳ ನಡೆಯುತ್ತದೆ. ಸಿಎಂ ಕೂಡ ಕಂಬಳ ನಡೆಸಿ ಎಂದು ಸೂಚನೆ ಕೊಟ್ಟಿದ್ದಾರೆ ಎಂದರು. <box>946 448 1196 521</box>
article6-headline-line: ವಿದ್ಯಾರ್ಥಿಗಳು, ಇಬ್ಬರು <box>1150 1538 1355 1570</box>
article4-col1 <box>419 828 754 1466</box>
article5-headline: ದೇಶಸೇವೆಗೆ ಬದುಕು ಮುಡಿಪಿಟ್ಟ ಹರ್ಡೀಕರ್: ಬಿ. ಎಂ. ಕೋಕರೆ <box>58 1487 1053 1544</box>
article3-paragraph: ಧಾರವಾಡ: ಹೈಕೋರ್ಟ್ ಜಿಲ್ಲಾ ಪಂಚಾಯತ ಸದಸ್ಯ ಯೋಗೀಶ್ ಗೌಡ ಕೊಲೆ ಪ್ರಕರಣದ ಆರೋಪಿ ಶಾಸಕ ವಿನಯ ಕುಲಕರ್ಣಿ ಅವರಿಗೆ ಜನಪ್ರತಿನಿಧಿಗಳ ವಿಶೇಷ ನ್ಯಾಯಾಲಯ ಧಾರವಾಡ ಜಿಲ್ಲಾ ಪ್ರವೇಶಕ್ಕೆ <box>58 828 248 920</box>
article6-body <box>1141 1641 1459 2191</box>
article3-paragraph: ಕಳೆದ ಕೆಲವು ವರ್ಷಗಳಿಂದ ನನ್ನ ಕ್ಷೇತ್ರದ ಜನತೆ ಹಾಗೂ ಅಕ್ಕಿಯ ಅಭಿಮಾನಿಗಳು ಪಟ್ಟಿರುವ ಶ್ರಮ, ತೋರಿದ ನಂಬಿಕೆ ಮತ್ತು ನಿರಂತರ ಬೆಂಬಲಕ್ಕೆ ನಾನು ಸದಾ ಚಿರಋಣಿಯಾಗಿದ್ದೇನೆ. ಅಕೀರ್ವಾದದಿಂದಲೇ ಇಂದು ನನ್ನ ಶಾಸಕ ಸ್ಥಾನವು ಮರುಸ್ಥಾಪನೆಯಾಗಿದ್ದು, ಕ್ಷೇತ್ರದ ಜನತೆಯ ಸೇವೆ ಮಾಡಲು ಮತ್ತೊಮ್ಮೆ ಅವಕಾಶ ಸಿಕ್ಕಿದೆ ಎಂದು ತಿಳಿಸಿದ್ದಾರೆ. <box>58 1248 404 1321</box>
article6-paragraph: ಶಾಲೆಯಲ್ಲಿ ಬಿಸಿಯೂಟ ತಯಾರಿಕೆಯಲ್ಲಿ ಕಲುಷಿತಗೊಂಡ ನೀರನ್ನು ಬಳಸಿ ಚಿತ್ರಾನ್ನ ತಯಾರಿಸಲಾಗಿದೆ ಎಂಬ ಶಂಕೆ ವ್ಯಕ್ತವಾಗಿದ್ದು, ಬಿಸಿಯೂಟ ಉಸ್ತುವಾರಿ ನೋಡಿಕೊಳ್ಳಬೇಕಾದ ಅಧಿಕಾರಿಗಳು ನಿರ್ಲಕ್ಷ್ಯವಹಿಸುತ್ತಿರುವುದೇ ಇಂತಹ ಘಟನೆಗೆ ಕಾರಣವಾಗಿದೆ ಎಂದು ಪಾಲಕರು ತೀವ್ರ ಆಕ್ರೋಶ ವ್ಯಕ್ತಪಡಿಸಿದ್ದಾರೆ. ಘಟನೆ ತಿಳಿದು ಸ್ಥಳಕ್ಕೆ ಕ್ಷೇತ್ರ ಶಿಕ್ಷಣಾಧಿಕಾರಿ ಭೇಟಿ ನೀಡಿ ಪರಿಶೀಲನೆ ನಡೆಸಿದ್ದಾರೆ. ಆಹಾರದ ಮಾದರಿಯನ್ನು ಪ್ರಯೋಗಾಲಯಕ್ಕೆ ಕಳುಹಿಸಲಾಗಿದೆ ಎಂದು ತಿಳಿಸಿದರು. <box>1141 1862 1459 1974</box>
article2-photo-portrait <box>1200 196 1459 393</box>
section-divider <box>58 1469 1459 1471</box>
